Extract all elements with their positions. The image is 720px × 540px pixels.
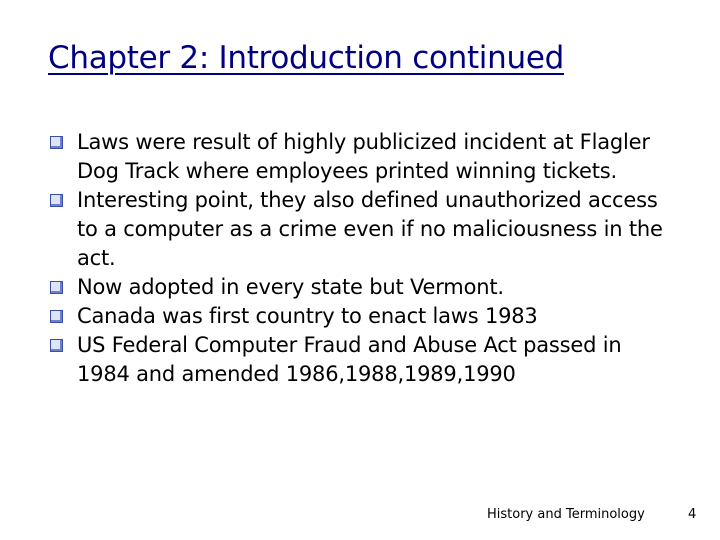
bullet-list xyxy=(50,128,670,389)
bullet-text: US Federal Computer Fraud and Abuse Act passed in 1984 and amended 1986,1988,1989,1990 xyxy=(77,333,622,386)
square-bullet-icon xyxy=(50,281,63,294)
page-number: 4 xyxy=(688,507,697,522)
footer-label: History and Terminology xyxy=(487,507,645,522)
bullet-item xyxy=(50,186,670,273)
bullet-text: Laws were result of highly publicized incident at Flagler Dog Track where employees printed winning tickets. xyxy=(77,130,650,183)
bullet-item xyxy=(50,128,670,186)
bullet-item xyxy=(50,331,670,389)
square-bullet-icon xyxy=(50,339,63,352)
bullet-text: Canada was first country to enact laws 1983 xyxy=(77,304,538,328)
bullet-text: Now adopted in every state but Vermont. xyxy=(77,275,504,299)
bullet-text: Interesting point, they also defined unauthorized access to a computer as a crime even if no maliciousness in the act. xyxy=(77,188,663,270)
square-bullet-icon xyxy=(50,194,63,207)
square-bullet-icon xyxy=(50,310,63,323)
bullet-item xyxy=(50,273,670,302)
square-bullet-icon xyxy=(50,136,63,149)
slide-title: Chapter 2: Introduction continued xyxy=(48,40,564,76)
bullet-item xyxy=(50,302,670,331)
